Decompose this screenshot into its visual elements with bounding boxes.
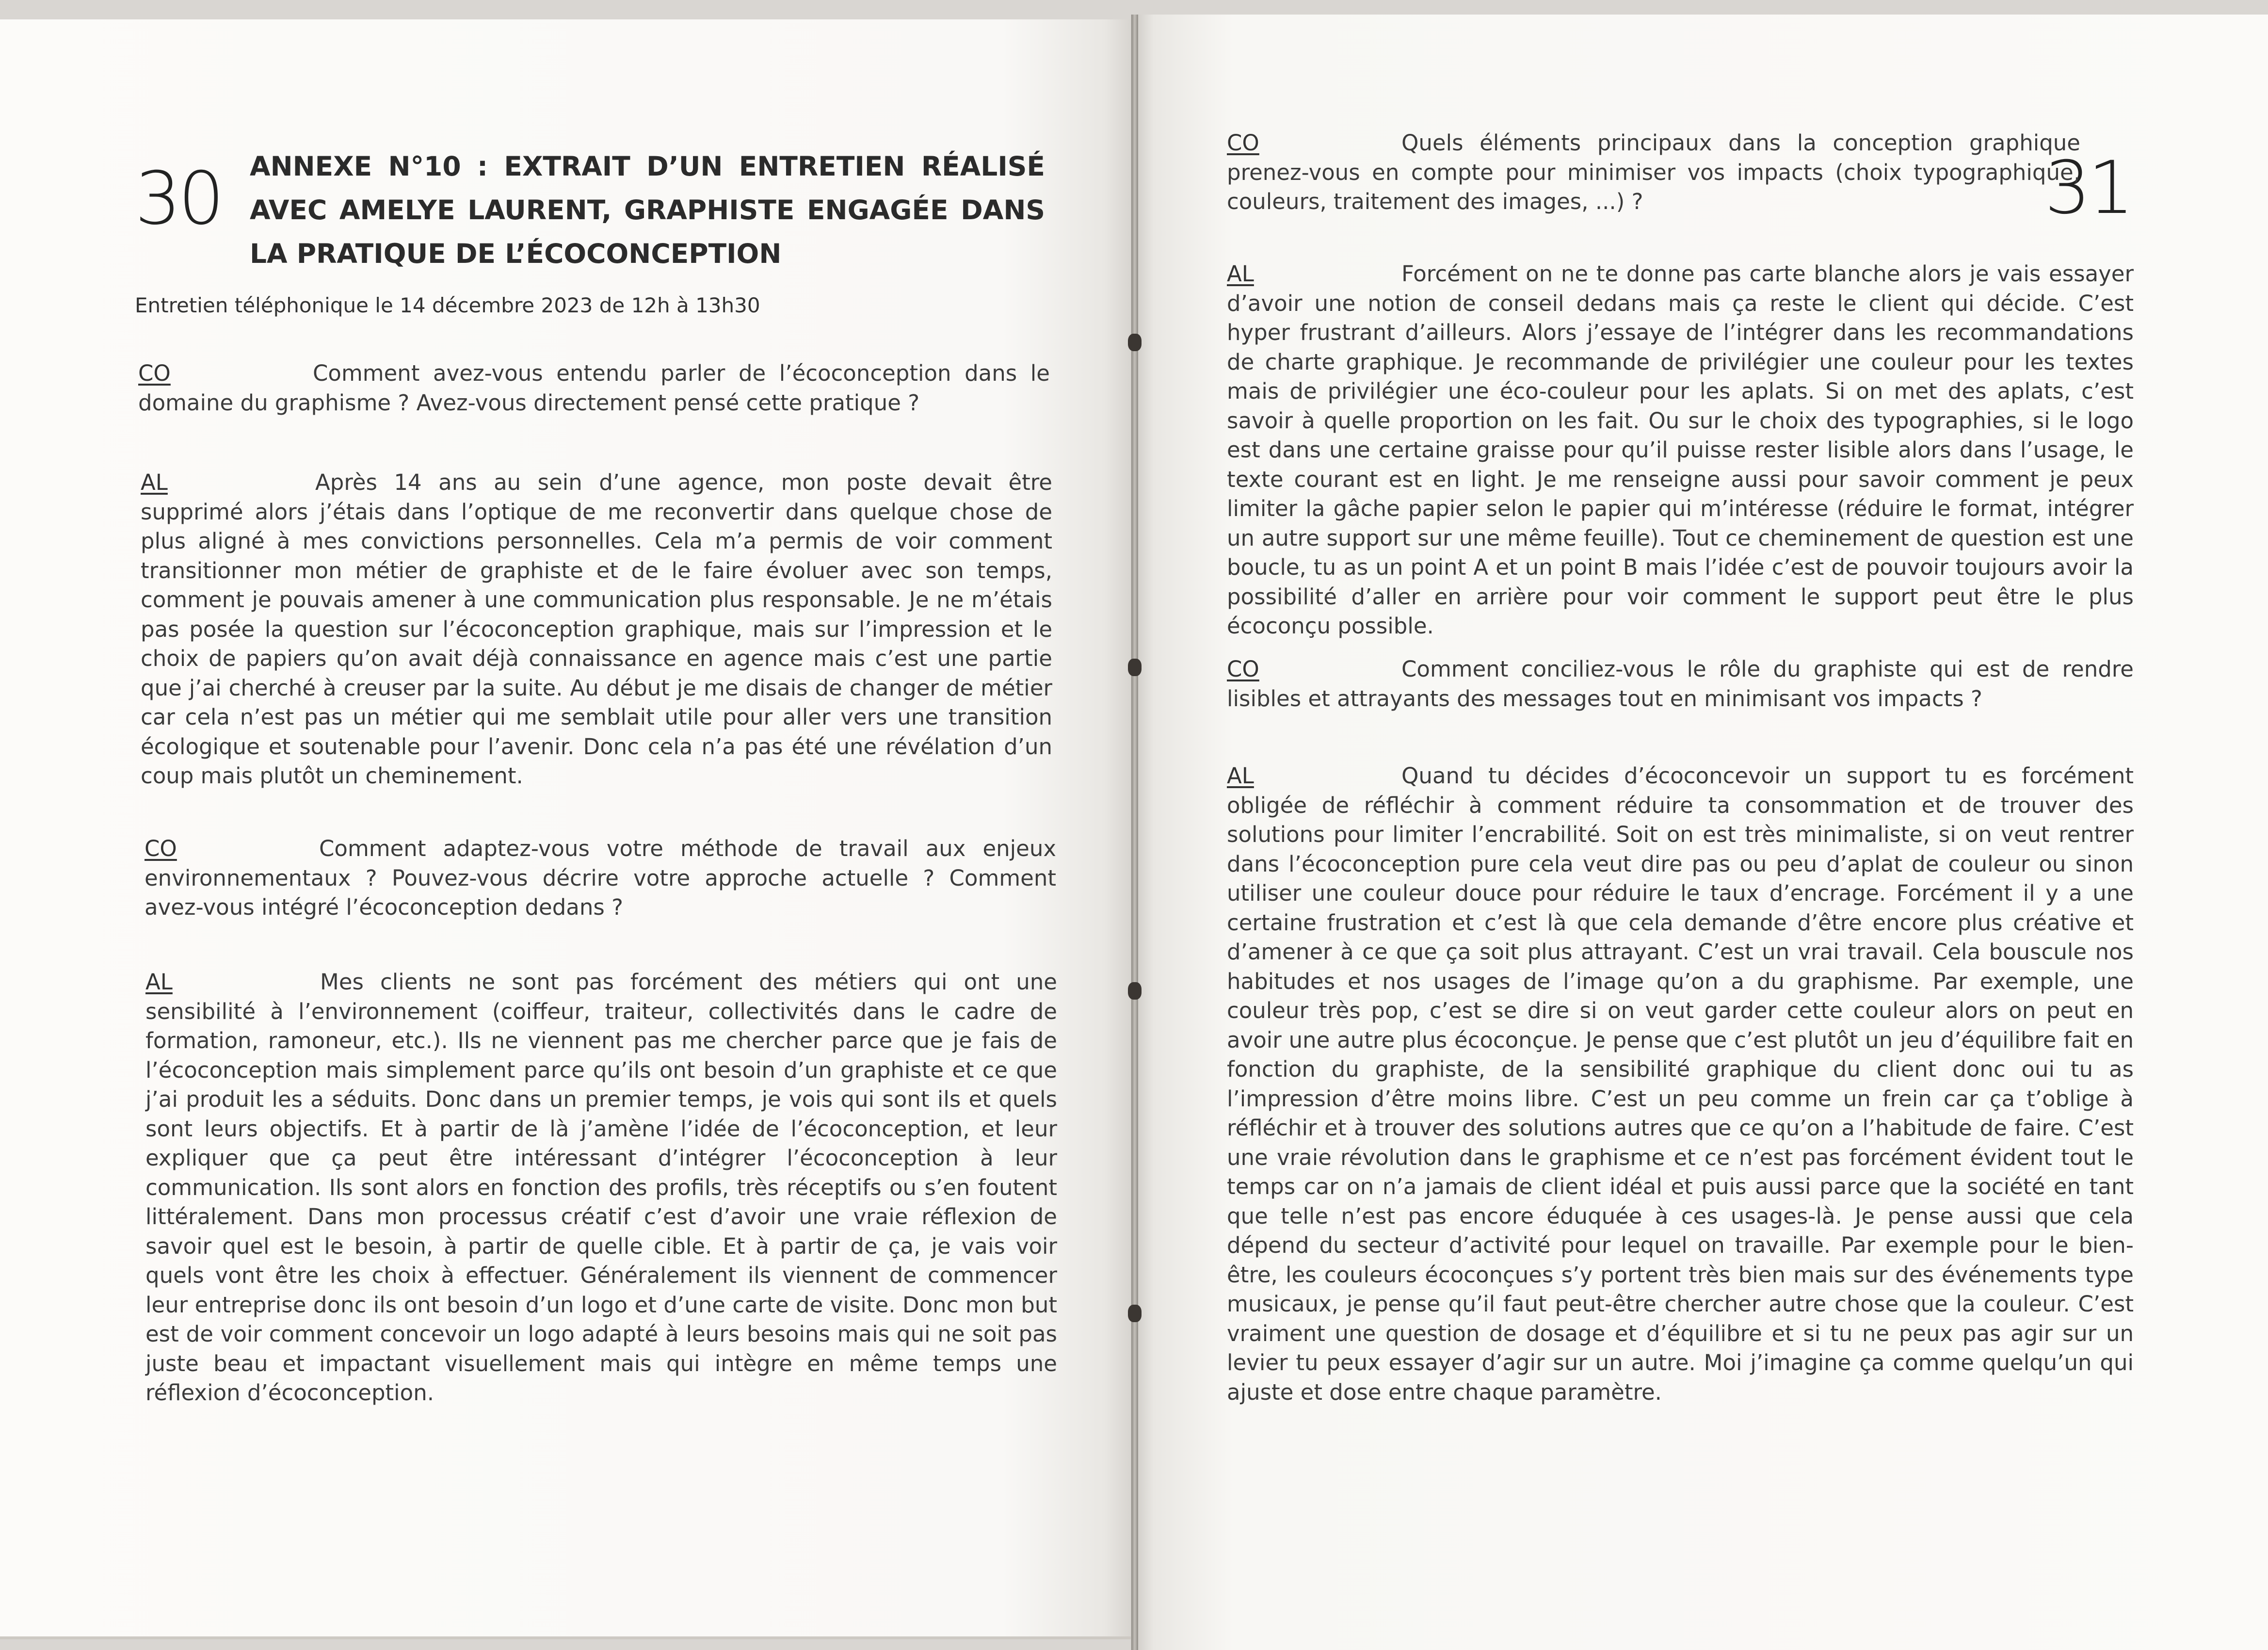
page-number-left: 30 [135, 157, 222, 241]
book-spine [1131, 15, 1138, 1650]
block-text: Quand tu décides d’écoconcevoir un support tu es forcément obligée de réfléchir à comment réduire ta consommation et de trouver des solutions pour limiter l’encrabilité. Soit on est très minimaliste, si on veut rentrer dans l’écoconception pure cela veut dire pas ou peu d’aplat de couleur ou sinon utiliser une couleur douce pour réduire le taux d’encrage. Forcément il y a une certaine frustration et c’est là que cela demande d’être encore plus créative et d’amener à ce que ça soit plus attrayant. C’est un vrai travail. Cela bouscule nos habitudes et nos usages de l’image qu’on a du graphisme. Par exemple, une couleur très pop, c’est se dire si on veut garder cette couleur alors on peut en avoir une autre plus écoconçue. Je pense que c’est plutôt un jeu d’équilibre fait en fonction du graphiste, de la sensibilité graphique du client donc oui tu as l’impression d’être moins libre. C’est un peu comme un frein car ça t’oblige à réfléchir et à trouver des solutions autres que ce qu’on a l’habitude de faire. C’est une vraie révolution dans le graphisme et ce n’est pas forcément évident tout le temps car on n’a jamais de client idéal et puis aussi parce que la société en tant que telle n’est pas encore éduquée à ces usages-là. Je pense aussi que cela dépend du secteur d’activité pour lequel on travaille. Par exemple pour le bien-être, les couleurs écoconçues s’y portent très bien mais sur des événements type musicaux, je pense qu’il faut peut-être chercher autre chose que la couleur. C’est vraiment une question de dosage et d’équilibre et si tu ne peux pas agir sur un levier tu peux essayer d’agir sur un autre. Moi j’imagine ça comme quelqu’un qui ajuste et dose entre chaque paramètre. [1227, 763, 2134, 1405]
speaker-tag: CO [145, 836, 177, 861]
speaker-tag: AL [1227, 261, 1254, 287]
qa-block [1227, 761, 2134, 1407]
qa-block [138, 359, 1050, 418]
qa-block [145, 834, 1056, 922]
speaker-tag: CO [1227, 656, 1259, 682]
block-text: Comment avez-vous entendu parler de l’écoconception dans le domaine du graphisme ? Avez-vous directement pensé cette pratique ? [138, 360, 1050, 416]
page-number-right: 31 [2044, 146, 2131, 230]
block-text: Comment adaptez-vous votre méthode de travail aux enjeux environnementaux ? Pouvez-vous décrire votre approche actuelle ? Comment avez-vous intégré l’écoconception dedans ? [145, 836, 1056, 920]
block-text: Comment conciliez-vous le rôle du graphiste qui est de rendre lisibles et attrayants des messages tout en minimisant vos impacts ? [1227, 656, 2134, 712]
block-text: Après 14 ans au sein d’une agence, mon poste devait être supprimé alors j’étais dans l’optique de me reconvertir dans quelque chose de plus aligné à mes convictions personnelles. Cela m’a permis de voir comment transitionner mon métier de graphiste et de le faire évoluer avec son temps, comment je pouvais amener à une communication plus responsable. Je ne m’étais pas posée la question sur l’écoconception graphique, mais sur l’impression et le choix de papiers qu’on avait déjà connaissance en agence mais c’est une partie que j’ai cherché à creuser par la suite. Au début je me disais de changer de métier car cela n’est pas un métier qui me semblait utile pour aller vers une transition écologique et soutenable pour l’avenir. Donc cela n’a pas été une révélation d’un coup mais plutôt un cheminement. [141, 469, 1052, 789]
binding-stitch [1128, 982, 1142, 1000]
binding-stitch [1128, 659, 1142, 676]
interview-meta: Entretien téléphonique le 14 décembre 2023 de 12h à 13h30 [135, 293, 760, 317]
binding-stitch [1128, 334, 1142, 351]
speaker-tag: AL [145, 969, 173, 995]
speaker-tag: AL [141, 469, 168, 495]
left-page [0, 19, 1139, 1639]
speaker-tag: CO [1227, 130, 1259, 156]
qa-block [1227, 129, 2080, 217]
annex-heading: ANNEXE N°10 : EXTRAIT D’UN ENTRETIEN RÉALISÉ AVEC AMELYE LAURENT, GRAPHISTE ENGAGÉE DANS LA PRATIQUE DE L’ÉCOCONCEPTION [250, 151, 1045, 269]
qa-block [1227, 259, 2134, 641]
block-text: Mes clients ne sont pas forcément des métiers qui ont une sensibilité à l’environnement (coiffeur, traiteur, collectivités dans le cadre de formation, ramoneur, etc.). Ils ne viennent pas me chercher parce que je fais de l’écoconception mais simplement parce qu’ils ont besoin d’un graphiste et ce que j’ai produit les a séduits. Donc dans un premier temps, je vois qui sont ils et quels sont leurs objectifs. Et à partir de là j’amène l’idée de l’écoconception, et leur expliquer que ça peut être intéressant d’intégrer l’écoconception à leur communication. Ils sont alors en fonction des profils, très réceptifs ou s’en foutent littéralement. Dans mon processus créatif c’est d’avoir une vraie réflexion de savoir quel est le besoin, à partir de quelle cible. Et à partir de ça, je vais voir quels vont être les choix à effectuer. Généralement ils viennent de commencer leur entreprise donc ils ont besoin d’un logo et d’une carte de visite. Donc mon but est de voir comment concevoir un logo adapté à leurs besoins mais qui ne soit pas juste beau et impactant visuellement mais qui intègre en même temps une réflexion d’écoconception. [145, 969, 1057, 1406]
right-page [1131, 15, 2268, 1650]
qa-block [1227, 655, 2134, 713]
qa-block [145, 968, 1057, 1408]
block-text: Quels éléments principaux dans la conception graphique prenez-vous en compte pour minimiser vos impacts (choix typographique, couleurs, traitement des images, ...) ? [1227, 130, 2080, 214]
binding-stitch [1128, 1305, 1142, 1322]
block-text: Forcément on ne te donne pas carte blanche alors je vais essayer d’avoir une notion de conseil dedans mais ça reste le client qui décide. C’est hyper frustrant d’ailleurs. Alors j’essaye de l’intégrer dans les recommandations de charte graphique. Je recommande de privilégier une couleur pour les textes mais de privilégier une éco-couleur pour les aplats. Si on met des aplats, c’est savoir à quelle proportion on les fait. Ou sur le choix des typographies, si le logo est dans une certaine graisse pour qu’il puisse rester lisible alors dans l’usage, le texte courant est en light. Je me renseigne aussi pour savoir comment je peux limiter la gâche papier selon le papier qui m’intéresse (réduire le format, intégrer un autre support sur une même feuille). Tout ce cheminement de question est une boucle, tu as un point A et un point B mais l’idée c’est de pouvoir toujours avoir la possibilité d’aller en arrière pour voir comment le support peut être le plus écoconçu possible. [1227, 261, 2134, 639]
speaker-tag: AL [1227, 763, 1254, 789]
qa-block [141, 468, 1052, 791]
speaker-tag: CO [138, 360, 171, 386]
